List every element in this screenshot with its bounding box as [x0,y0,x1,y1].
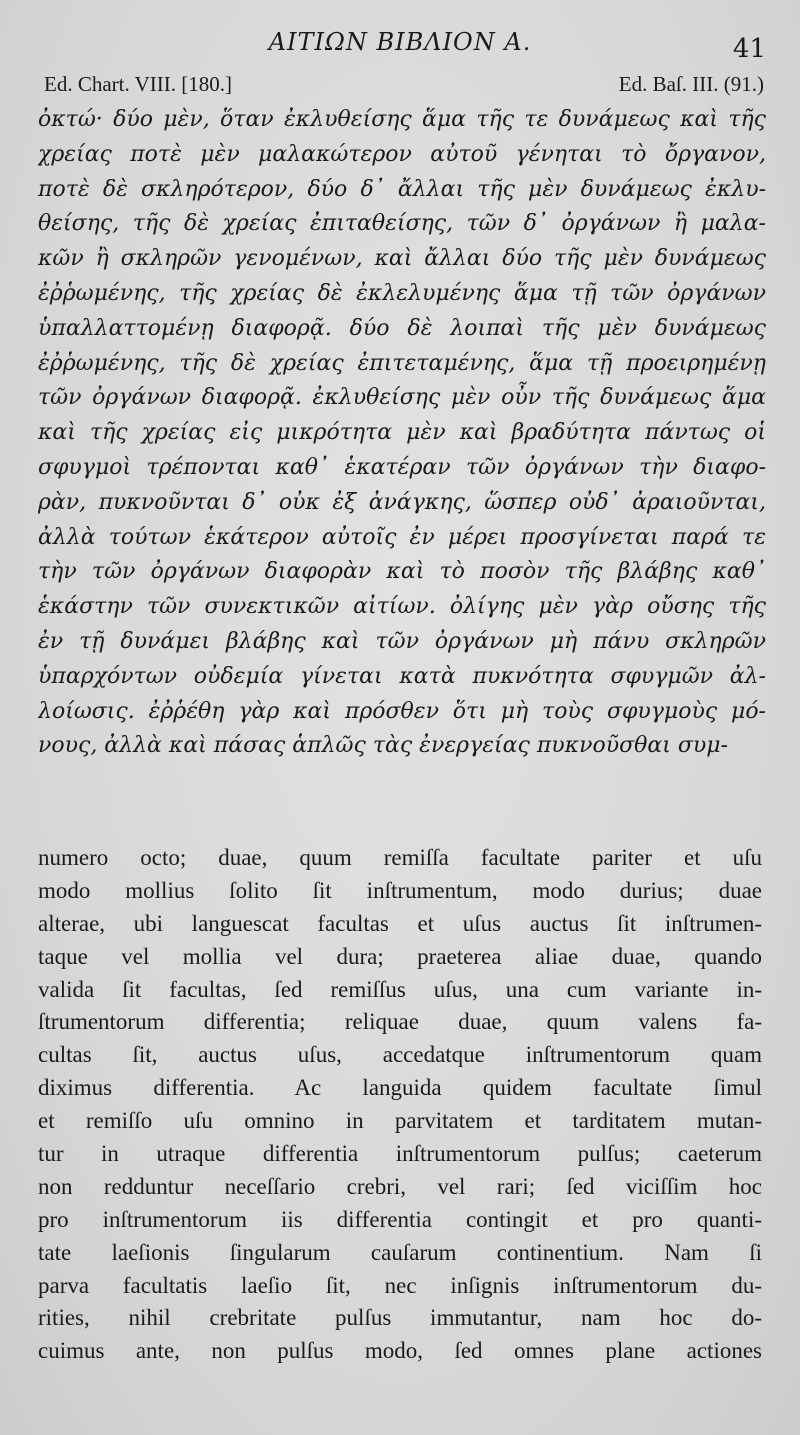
greek-line: σφυγμοὶ τρέπονται καθ᾽ ἑκατέραν τῶν ὀργάνων τὴν διαφο- [38,454,766,480]
greek-line: λοίωσις. ἐῤῥέθη γὰρ καὶ πρόσθεν ὅτι μὴ τοὺς σφυγμοὺς μό- [38,698,766,724]
latin-line: tur in utraque differentia inſtrumentorum pulſus; caeterum [38,1141,762,1167]
greek-text-block [38,103,766,764]
greek-line: τὴν τῶν ὀργάνων διαφορὰν καὶ τὸ ποσὸν τῆς βλάβης καθ᾽ [38,559,766,585]
latin-line: taque vel mollia vel dura; praeterea aliae duae, quando [38,943,762,969]
greek-line: νους, ἀλλὰ καὶ πάσας ἁπλῶς τὰς ἐνεργείας πυκνοῦσθαι συμ- [38,733,728,759]
latin-line: tate laeſionis ſingularum cauſarum continentium. Nam ſi [38,1239,762,1265]
latin-line: parva facultatis laeſio ſit, nec inſignis inſtrumentorum du- [38,1272,762,1298]
latin-line: non redduntur neceſſario crebri, vel rari; ſed viciſſim hoc [38,1173,762,1199]
edition-reference-basel: Ed. Baſ. III. (91.) [618,72,764,96]
greek-line: ρὰν, πυκνοῦνται δ᾽ οὐκ ἐξ ἀνάγκης, ὥσπερ οὐδ᾽ ἀραιοῦνται, [38,489,766,515]
greek-line: ἐῤῥωμένης, τῆς χρείας δὲ ἐκλελυμένης ἅμα τῇ τῶν ὀργάνων [38,280,766,306]
running-head: ΑΙΤΙΩΝ ΒΙΒΛΙΟΝ Α. [268,28,532,56]
greek-line: ἐῤῥωμένης, τῆς δὲ χρείας ἐπιτεταμένης, ἅμα τῇ προειρημένῃ [38,350,766,376]
latin-line: cuimus ante, non pulſus modo, ſed omnes plane actiones [38,1338,762,1364]
greek-line: ἑκάστην τῶν συνεκτικῶν αἰτίων. ὀλίγης μὲν γὰρ οὔσης τῆς [38,594,766,620]
edition-reference-chartier: Ed. Chart. VIII. [180.] [44,72,232,96]
greek-line: ὑπαλλαττομένῃ διαφορᾷ. δύο δὲ λοιπαὶ τῆς μὲν δυνάμεως [38,315,766,341]
latin-line: valida ſit facultas, ſed remiſſus uſus, una cum variante in- [38,976,762,1002]
latin-line: ſtrumentorum differentia; reliquae duae, quum valens fa- [38,1009,762,1035]
latin-line: numero octo; duae, quum remiſſa facultate pariter et uſu [38,845,762,870]
greek-line: ἐν τῇ δυνάμει βλάβης καὶ τῶν ὀργάνων μὴ πάνυ σκληρῶν [38,628,766,654]
latin-line: diximus differentia. Ac languida quidem facultate ſimul [38,1075,762,1101]
greek-line: κῶν ἢ σκληρῶν γενομένων, καὶ ἄλλαι δύο τῆς μὲν δυνάμεως [38,246,766,272]
latin-line: alterae, ubi languescat facultas et uſus auctus ſit inſtrumen- [38,910,762,936]
greek-line: ποτὲ δὲ σκληρότερον, δύο δ᾽ ἄλλαι τῆς μὲν δυνάμεως ἐκλυ- [38,176,766,202]
latin-line: et remiſſo uſu omnino in parvitatem et tarditatem mutan- [38,1108,762,1134]
latin-line: cultas ſit, auctus uſus, accedatque inſtrumentorum quam [38,1042,762,1068]
latin-line: pro inſtrumentorum iis differentia contingit et pro quanti- [38,1206,762,1232]
greek-line: καὶ τῆς χρείας εἰς μικρότητα μὲν καὶ βραδύτητα πάντως οἱ [38,420,766,446]
greek-line: χρείας ποτὲ μὲν μαλακώτερον αὐτοῦ γένηται τὸ ὄργανον, [38,141,766,167]
greek-line: τῶν ὀργάνων διαφορᾷ. ἐκλυθείσης μὲν οὖν τῆς δυνάμεως ἅμα [38,385,766,411]
greek-line: ὑπαρχόντων οὐδεμία γίνεται κατὰ πυκνότητα σφυγμῶν ἀλ- [38,663,766,689]
greek-line: θείσης, τῆς δὲ χρείας ἐπιταθείσης, τῶν δ᾽ ὀργάνων ἢ μαλα- [38,211,766,237]
latin-line: modo mollius ſolito ſit inſtrumentum, modo durius; duae [38,877,762,903]
latin-text-block [38,842,762,1368]
page-number: 41 [732,34,766,64]
latin-line: rities, nihil crebritate pulſus immutantur, nam hoc do- [38,1305,762,1331]
greek-line: ἀλλὰ τούτων ἑκάτερον αὐτοῖς ἐν μέρει προσγίνεται παρά τε [38,524,766,550]
greek-line: ὀκτώ· δύο μὲν, ὅταν ἐκλυθείσης ἅμα τῆς τε δυνάμεως καὶ τῆς [38,107,766,132]
